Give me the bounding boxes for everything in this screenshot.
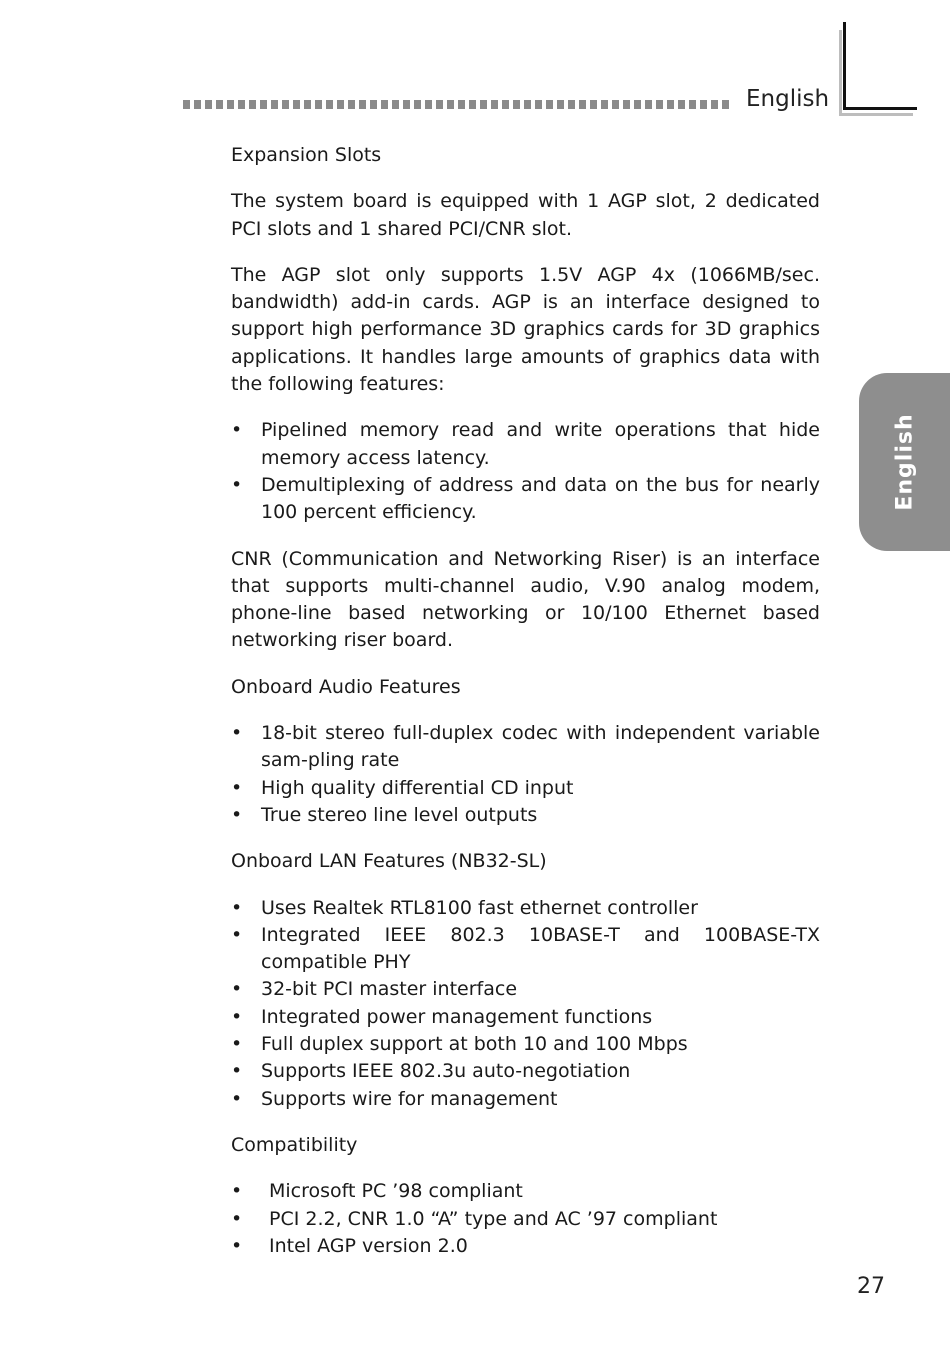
list-item (231, 1178, 820, 1205)
page-content (231, 142, 820, 1279)
list-item-text: Uses Realtek RTL8100 fast ethernet controller (261, 896, 698, 919)
compatibility-list (231, 1178, 820, 1260)
list-item-text: Integrated power management functions (261, 1005, 653, 1028)
bullet-icon: • (231, 1033, 243, 1056)
heading-compatibility: Compatibility (231, 1133, 358, 1156)
list-item (231, 720, 820, 775)
list-item-text: Full duplex support at both 10 and 100 Mbps (261, 1033, 688, 1056)
list-item (231, 1058, 820, 1085)
lan-feature-list (231, 895, 820, 1113)
list-item-text: Integrated IEEE 802.3 10BASE-T and 100BASE-TX compatible PHY (261, 923, 820, 974)
audio-feature-list (231, 720, 820, 829)
list-item-text: Intel AGP version 2.0 (269, 1234, 468, 1257)
bullet-icon: • (231, 923, 243, 946)
agp-feature-list (231, 417, 820, 526)
list-item (231, 1086, 820, 1113)
heading-onboard-audio: Onboard Audio Features (231, 675, 461, 698)
list-item-text: 18-bit stereo full-duplex codec with independent variable sam-pling rate (261, 722, 820, 772)
list-item (231, 976, 820, 1003)
heading-onboard-lan: Onboard LAN Features (NB32-SL) (231, 850, 547, 873)
heading-expansion-slots: Expansion Slots (231, 144, 382, 166)
bullet-icon: • (231, 1060, 243, 1083)
list-item-text: Supports wire for management (261, 1087, 558, 1110)
list-item-text: Demultiplexing of address and data on the bus for nearly 100 percent efficiency. (261, 473, 820, 524)
corner-mark-horizontal (843, 107, 917, 110)
list-item (231, 1004, 820, 1031)
bullet-icon: • (231, 473, 243, 496)
header-dotted-rule (183, 100, 733, 109)
list-item-text: High quality differential CD input (261, 776, 574, 799)
list-item (231, 1031, 820, 1058)
list-item (231, 895, 820, 922)
bullet-icon: • (231, 896, 243, 919)
paragraph-cnr-description: CNR (Communication and Networking Riser) is an interface that supports multi-channel audio, V.90 analog modem, phone-line based networking or 10/100 Ethernet based networking riser board. (231, 547, 820, 652)
page-number: 27 (857, 1274, 885, 1299)
bullet-icon: • (231, 419, 243, 442)
bullet-icon: • (231, 1207, 243, 1230)
paragraph-slots-summary: The system board is equipped with 1 AGP slot, 2 dedicated PCI slots and 1 shared PCI/CNR slot. (231, 190, 820, 240)
bullet-icon: • (231, 1180, 243, 1203)
bullet-icon: • (231, 1087, 243, 1110)
list-item (231, 775, 820, 802)
list-item-text: Pipelined memory read and write operations that hide memory access latency. (261, 419, 820, 469)
list-item-text: True stereo line level outputs (261, 803, 538, 826)
list-item-text: PCI 2.2, CNR 1.0 “A” type and AC ’97 compliant (269, 1207, 718, 1230)
bullet-icon: • (231, 1234, 243, 1257)
list-item (231, 922, 820, 977)
side-language-tab (859, 373, 950, 551)
corner-mark-shadow-horizontal (839, 113, 913, 116)
paragraph-agp-description: The AGP slot only supports 1.5V AGP 4x (1066MB/sec. bandwidth) add-in cards. AGP is an interface designed to support high performance 3D graphics cards for 3D graphics applications. It handles large amounts of graphics data with the following features: (231, 263, 820, 396)
list-item (231, 1233, 820, 1260)
bullet-icon: • (231, 978, 243, 1001)
bullet-icon: • (231, 1005, 243, 1028)
list-item-text: 32-bit PCI master interface (261, 978, 518, 1001)
bullet-icon: • (231, 776, 243, 799)
list-item (231, 802, 820, 829)
list-item (231, 417, 820, 472)
corner-mark-shadow-vertical (839, 30, 842, 116)
bullet-icon: • (231, 722, 243, 745)
list-item (231, 1206, 820, 1233)
list-item-text: Microsoft PC ’98 compliant (269, 1180, 523, 1203)
list-item-text: Supports IEEE 802.3u auto-negotiation (261, 1060, 631, 1083)
side-tab-label: English (892, 413, 917, 511)
corner-mark-vertical (843, 22, 846, 110)
header-language-title: English (746, 86, 830, 112)
bullet-icon: • (231, 803, 243, 826)
list-item (231, 472, 820, 527)
